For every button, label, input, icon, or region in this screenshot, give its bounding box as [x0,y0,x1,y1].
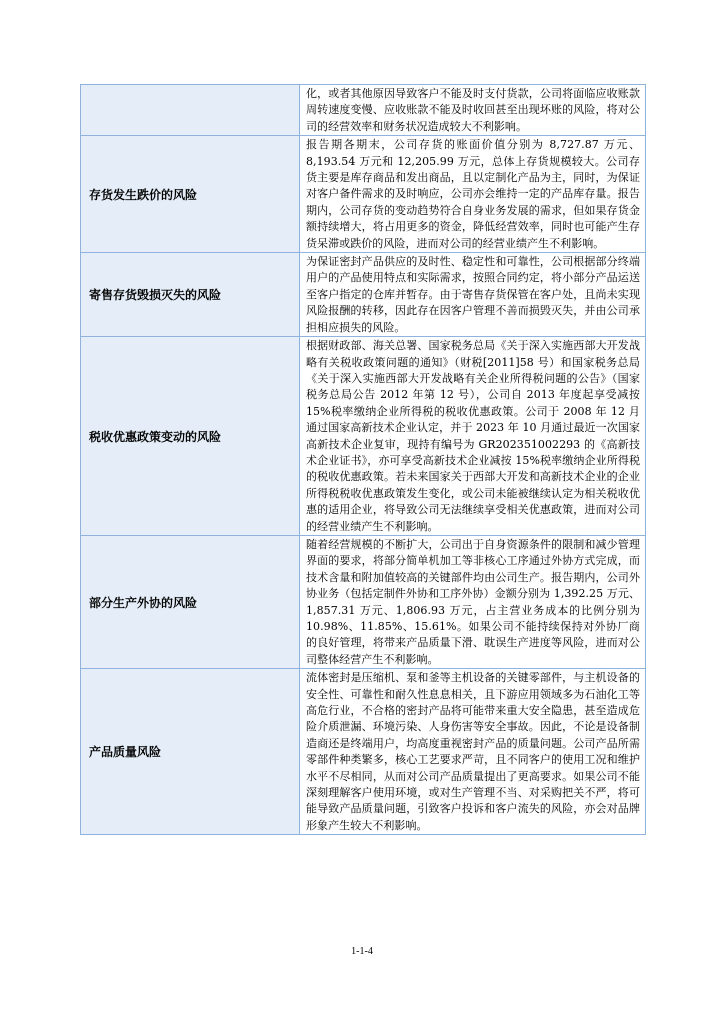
risk-name: 产品质量风险 [89,745,162,760]
risk-name-cell [81,669,300,835]
risk-description-cell [300,253,646,337]
risk-description: 流体密封是压缩机、泵和釜等主机设备的关键零部件，与主机设备的安全性、可靠性和耐久性息息相关，且下游应用领域多为石油化工等高危行业，不合格的密封产品将可能带来重大安全隐患，甚至造成危险介质泄漏、环境污染、人身伤害等安全事故。因此，不论是设备制造商还是终端用户，均高度重视密封产品的质量问题。公司产品所需零部件种类繁多，核心工艺要求严苛，且不同客户的使用工况和维护水平不尽相同，从而对公司产品质量提出了更高要求。如果公司不能深刻理解客户使用环境，或对生产管理不当、对采购把关不严，将可能导致产品质量问题，引致客户投诉和客户流失的风险，亦会对品牌形象产生较大不利影响。 [306,671,640,832]
risk-name-cell [81,535,300,668]
risk-name-cell [81,253,300,337]
risk-description-cell [300,669,646,835]
risk-description: 报告期各期末，公司存货的账面价值分别为 8,727.87 万元、8,193.54 万元和 12,205.99 万元，总体上存货规模较大。公司存货主要是库存商品和发出商品，且以定制化产品为主，同时，为保证对客户备件需求的及时响应，公司亦会维持一定的产品库存量。报告期内，公司存货的变动趋势符合自身业务发展的需求，但如果存货金额持续增大，将占用更多的资金，降低经营效率，同时也可能产生存货呆滞或跌价的风险，进而对公司的经营业绩产生不利影响。 [306,138,640,250]
risk-name: 税收优惠政策变动的风险 [89,429,222,444]
risk-description-cell [300,85,646,136]
risk-description: 为保证密封产品供应的及时性、稳定性和可靠性，公司根据部分终端用户的产品使用特点和实际需求，按照合同约定，将小部分产品运送至客户指定的仓库并暂存。由于寄售存货保管在客户处，且尚未实现风险报酬的转移，因此存在因客户管理不善而损毁灭失，并由公司承担相应损失的风险。 [306,255,640,334]
risk-description-cell [300,337,646,536]
risk-description-cell [300,136,646,253]
risk-row [81,85,646,136]
risk-description-cell [300,535,646,668]
risk-row [81,253,646,337]
risk-name: 存货发生跌价的风险 [89,187,198,202]
risk-name: 寄售存货毁损灭失的风险 [89,288,222,303]
page-number: 1-1-4 [351,946,373,957]
risk-description: 根据财政部、海关总署、国家税务总局《关于深入实施西部大开发战略有关税收政策问题的通知》（财税[2011]58 号）和国家税务总局《关于深入实施西部大开发战略有关企业所得税问题的公告》（国家税务总局公告 2012 年第 12 号），公司自 2013 年度起享受减按 15%税率缴纳企业所得税的税收优惠政策。公司于 2008 年 12 月通过国家高新技术企业认定，并于 2023 年 10 月通过最近一次国家高新技术企业复审，现持有编号为 GR202351002293 的《高新技术企业证书》，亦可享受高新技术企业减按 15%税率缴纳企业所得税的税收优惠政策。若未来国家关于西部大开发和高新技术企业的企业所得税税收优惠政策发生变化，或公司未能被继续认定为相关税收优惠的适用企业，将导致公司无法继续享受相关优惠政策，进而对公司的经营业绩产生不利影响。 [306,339,640,533]
risk-name-cell [81,136,300,253]
risk-row [81,337,646,536]
risk-row [81,669,646,835]
risk-name-cell [81,85,300,136]
risk-name-cell [81,337,300,536]
risk-description: 随着经营规模的不断扩大，公司出于自身资源条件的限制和减少管理界面的要求，将部分简单机加工等非核心工序通过外协方式完成，而技术含量和附加值较高的关键部件均由公司生产。报告期内，公司外协业务（包括定制件外协和工序外协）金额分别为 1,392.25 万元、1,857.31 万元、1,806.93 万元，占主营业务成本的比例分别为 10.98%、11.85%、15.61%。如果公司不能持续保持对外协厂商的良好管理，将带来产品质量下滑、耽误生产进度等风险，进而对公司整体经营产生不利影响。 [306,537,640,666]
risk-row [81,535,646,668]
risk-name: 部分生产外协的风险 [89,595,198,610]
risk-row [81,136,646,253]
risk-factor-table [80,84,646,835]
risk-description: 化，或者其他原因导致客户不能及时支付货款，公司将面临应收账款周转速度变慢、应收账款不能及时收回甚至出现坏账的风险，将对公司的经营效率和财务状况造成较大不利影响。 [306,87,640,133]
